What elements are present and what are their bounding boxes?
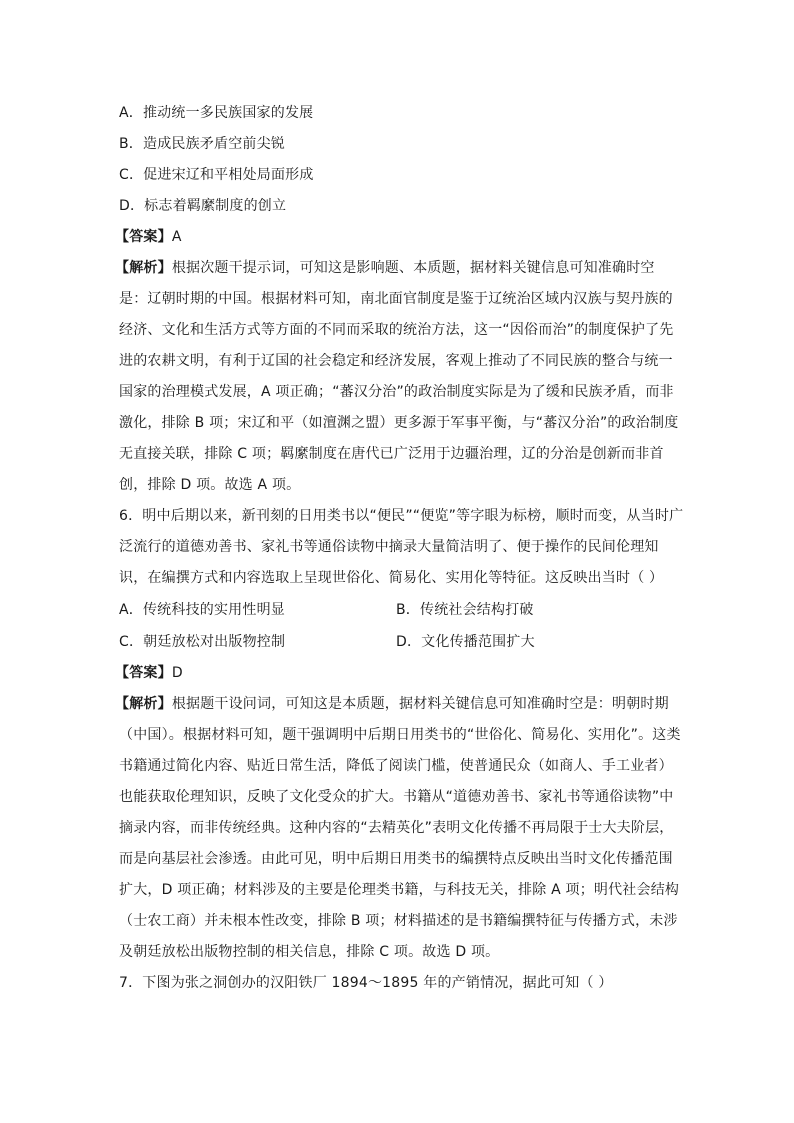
q6-option-c: C．朝廷放松对出版物控制 [119,634,286,650]
q6-analysis-line-8: （士农工商）并未根本性改变，排除 B 项；材料描述的是书籍编撰特征与传播方式，未涉 [119,913,678,929]
q6-analysis-line-6: 而是向基层社会渗透。由此可见，明中后期日用类书的编撰特点反映出当时文化传播范围 [119,851,673,867]
answer-value: D [171,665,183,681]
answer-tag: 【答案】 [115,229,172,245]
analysis-text: 根据次题干提示词，可知这是影响题、本质题，据材料关键信息可知准确时空 [171,260,655,276]
answer-tag: 【答案】 [115,665,172,681]
analysis-tag: 【解析】 [115,696,172,712]
q5-answer [115,227,182,247]
q5-analysis-line-4: 进的农耕文明，有利于辽国的社会稳定和经济发展，客观上推动了不同民族的整合与统一 [119,353,673,369]
answer-value: A [171,229,182,245]
q6-analysis-line-9: 及朝廷放松出版物控制的相关信息，排除 C 项。故选 D 项。 [119,944,500,960]
q6-stem-line-2: 泛流行的道德劝善书、家礼书等通俗读物中摘录大量简洁明了、便于操作的民间伦理知 [119,539,659,555]
q6-analysis-line-2: （中国）。根据材料可知，题干强调明中后期日用类书的“世俗化、简易化、实用化”。这类 [119,727,681,743]
q5-analysis-line-8: 创，排除 D 项。故选 A 项。 [119,477,301,493]
analysis-text: 根据题干设问词，可知这是本质题，据材料关键信息可知准确时空是：明朝时期 [171,696,669,712]
q6-stem-line-3: 识，在编撰方式和内容选取上呈现世俗化、简易化、实用化等特征。这反映出当时（ ） [119,570,664,586]
q5-analysis-line-7: 无直接关联，排除 C 项；羁縻制度在唐代已广泛用于边疆治理，辽的分治是创新而非首 [119,446,664,462]
q6-analysis-line-3: 书籍通过简化内容、贴近日常生活，降低了阅读门槛，使普通民众（如商人、手工业者） [119,758,673,774]
q6-option-d: D．文化传播范围扩大 [396,634,535,650]
q5-option-c: C．促进宋辽和平相处局面形成 [119,167,314,183]
q6-option-a: A．传统科技的实用性明显 [119,602,285,618]
q6-stem-line-1: 6．明中后期以来，新刊刻的日用类书以“便民”“便览”等字眼为标榜，顺时而变，从当时广 [119,508,684,524]
q7-stem: 7．下图为张之洞创办的汉阳铁厂 1894～1895 年的产销情况，据此可知（ ） [119,975,613,991]
analysis-tag: 【解析】 [115,260,172,276]
q5-analysis-line-5: 国家的治理模式发展，A 项正确；“蕃汉分治”的政治制度实际是为了缓和民族矛盾，而非 [119,384,674,400]
q5-option-b: B．造成民族矛盾空前尖锐 [119,136,286,152]
q5-analysis-line-2: 是：辽朝时期的中国。根据材料可知，南北面官制度是鉴于辽统治区域内汉族与契丹族的 [119,291,673,307]
q5-option-a: A．推动统一多民族国家的发展 [119,105,314,121]
q5-option-d: D．标志着羁縻制度的创立 [119,198,287,214]
q6-analysis-line-5: 摘录内容，而非传统经典。这种内容的“去精英化”表明文化传播不再局限于士大夫阶层， [119,820,674,836]
q6-analysis-line-1 [115,694,669,714]
q6-option-b: B．传统社会结构打破 [396,602,534,618]
q6-analysis-line-4: 也能获取伦理知识，反映了文化受众的扩大。书籍从“道德劝善书、家礼书等通俗读物”中 [119,789,674,805]
q5-analysis-line-1 [115,258,655,278]
q5-analysis-line-6: 激化，排除 B 项；宋辽和平（如澶渊之盟）更多源于军事平衡，与“蕃汉分治”的政治制度 [119,415,679,431]
q6-analysis-line-7: 扩大，D 项正确；材料涉及的主要是伦理类书籍，与科技无关，排除 A 项；明代社会结构 [119,882,680,898]
q6-answer [115,663,183,683]
q5-analysis-line-3: 经济、文化和生活方式等方面的不同而采取的统治方法，这一“因俗而治”的制度保护了先 [119,322,674,338]
